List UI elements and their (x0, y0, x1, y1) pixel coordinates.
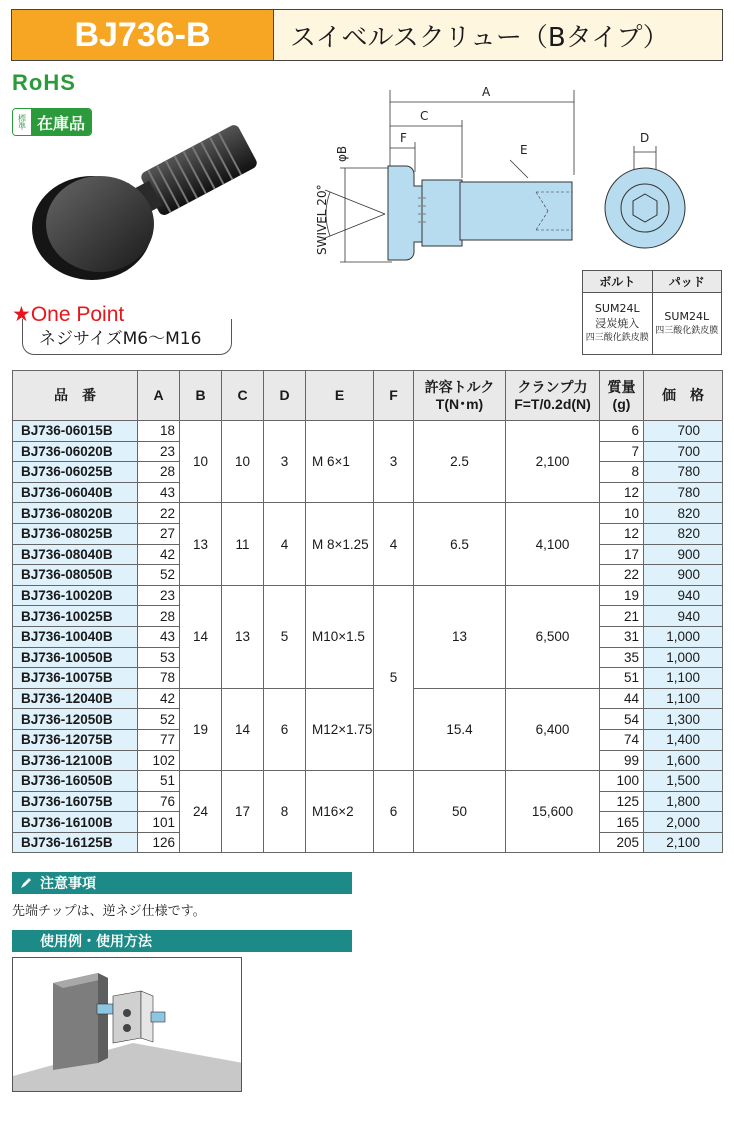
table-row: BJ736-12040B 42 19 14 6 M12×1.75 15.4 6,400 44 1,100 (13, 688, 723, 709)
dim-c-label: C (420, 109, 429, 123)
table-row: BJ736-16050B 51 24 17 8 M16×2 6 50 15,600 100 1,500 (13, 771, 723, 792)
table-row: BJ736-06015B 18 10 10 3 M 6×1 3 2.5 2,100 6 700 (13, 421, 723, 442)
table-row: BJ736-10050B 53 35 1,000 (13, 647, 723, 668)
dim-f-label: F (400, 131, 407, 145)
rohs-badge: RoHS (12, 70, 76, 95)
one-point-title: ★One Point (12, 303, 125, 326)
col-header-b: B (180, 371, 222, 421)
dimension-drawing (300, 80, 600, 275)
one-point-box (22, 319, 232, 355)
product-name: スイベルスクリュー（Bタイプ） (274, 10, 722, 60)
dim-d-label: D (640, 131, 650, 145)
dim-b-label: φB (335, 145, 349, 162)
usage-header (12, 930, 352, 952)
col-header-part-number: 品 番 (13, 371, 138, 421)
col-header-clamp: クランプ力 F=T/0.2d(N) (506, 371, 600, 421)
material-bolt: SUM24L 浸炭焼入 四三酸化鉄皮膜 (583, 293, 653, 355)
table-row: BJ736-16100B 101 165 2,000 (13, 812, 723, 833)
table-row: BJ736-10040B 43 31 1,000 (13, 626, 723, 647)
usage-title: 使用例・使用方法 (40, 934, 152, 950)
usage-illustration (12, 957, 242, 1092)
col-header-c: C (222, 371, 264, 421)
table-row: BJ736-08025B 27 12 820 (13, 523, 723, 544)
material-header-bolt: ボルト (583, 271, 653, 293)
table-row: BJ736-12050B 52 54 1,300 (13, 709, 723, 730)
table-row: BJ736-12100B 102 99 1,600 (13, 750, 723, 771)
col-header-mass: 質量 (g) (600, 371, 644, 421)
dim-e-label: E (520, 143, 528, 157)
table-row: BJ736-16125B 126 205 2,100 (13, 832, 723, 853)
one-point-text: ネジサイズM6～M16 (39, 329, 202, 349)
swivel-label: SWIVEL 20° (315, 184, 329, 255)
pencil-icon (18, 875, 34, 891)
table-row: BJ736-06020B 23 7 700 (13, 441, 723, 462)
table-row: BJ736-08040B 42 17 900 (13, 544, 723, 565)
caution-header (12, 872, 352, 894)
table-row: BJ736-06025B 28 8 780 (13, 462, 723, 483)
material-header-pad: パッド (652, 271, 722, 293)
col-header-a: A (138, 371, 180, 421)
table-row: BJ736-10025B 28 21 940 (13, 606, 723, 627)
caution-title: 注意事項 (40, 876, 96, 892)
col-header-f: F (374, 371, 414, 421)
table-row: BJ736-08020B 22 13 11 4 M 8×1.25 4 6.5 4,100 10 820 (13, 503, 723, 524)
col-header-price: 価 格 (644, 371, 723, 421)
col-header-e: E (306, 371, 374, 421)
stock-badge-big: 在庫品 (31, 109, 91, 135)
table-row: BJ736-08050B 52 22 900 (13, 565, 723, 586)
col-header-torque: 許容トルク T(N･m) (414, 371, 506, 421)
table-row: BJ736-06040B 43 12 780 (13, 482, 723, 503)
material-pad: SUM24L 四三酸化鉄皮膜 (652, 293, 722, 355)
product-code: BJ736-B (12, 10, 274, 60)
end-view-drawing (600, 130, 690, 260)
product-header (11, 9, 723, 61)
col-header-d: D (264, 371, 306, 421)
spec-table (12, 370, 723, 853)
table-row: BJ736-10075B 78 51 1,100 (13, 668, 723, 689)
table-row: BJ736-12075B 77 74 1,400 (13, 729, 723, 750)
materials-table (582, 270, 722, 355)
table-row: BJ736-10020B 23 14 13 5 M10×1.5 5 13 6,500 19 940 (13, 585, 723, 606)
product-photo (20, 100, 270, 300)
stock-badge-small: 標準 (13, 109, 31, 135)
dim-a-label: A (482, 85, 491, 99)
caution-text: 先端チップは、逆ネジ仕様です。 (12, 904, 206, 919)
table-row: BJ736-16075B 76 125 1,800 (13, 791, 723, 812)
